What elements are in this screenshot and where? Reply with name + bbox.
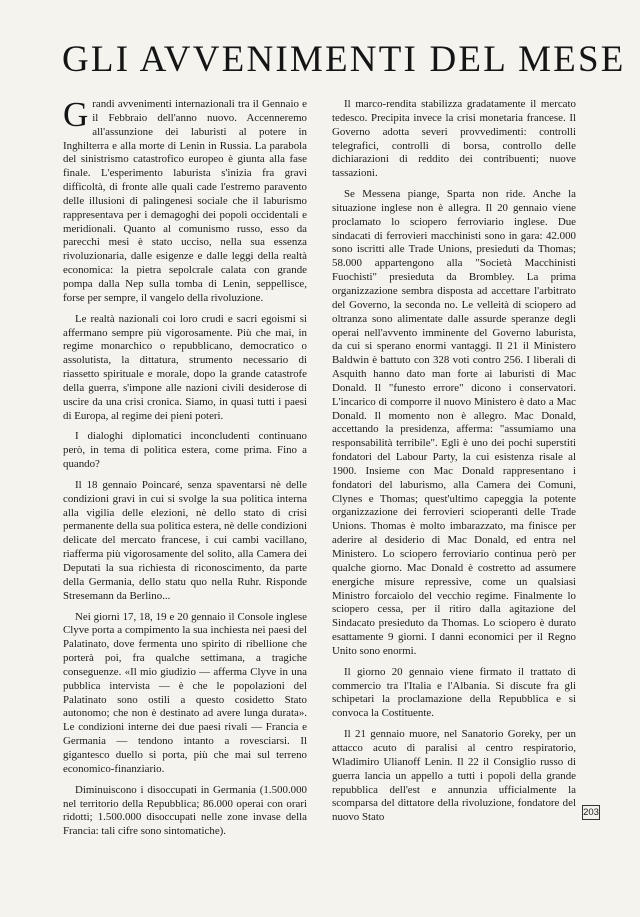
page-number: 203 (583, 807, 599, 818)
paragraph: Nei giorni 17, 18, 19 e 20 gennaio il Console inglese Clyve porta a compimento la sua inchiesta nei paesi del Palatinato, dove fermenta uno spirito di ribellione che porterà poi, fra qualche settimana, a tragiche conseguenze. «Il mio giudizio — afferma Clyve in una pubblica intervista — è che le popolazioni del Palatinato sono ostili a questo cosidetto Stato autonomo; che non è destinato ad avere lunga durata». Le condizioni interne dei due paesi rivali — Francia e Germania — tendono intanto a rovesciarsi. Il gigantesco duello si porta, più che mai sul terreno economico-finanziario. (63, 610, 307, 775)
paragraph: Le realtà nazionali coi loro crudi e sacri egoismi si affermano sempre più vigorosamente. Più che mai, in regime monarchico o repubblicano, democratico o assolutista, la dittatura, strumento necessario di riassetto spirituale e morale, dopo la grande catastrofe della guerra, s'impone alle nazioni civili desiderose di uscire da una crisi cronica. Siamo, in quasi tutti i paesi di Europa, al regime dei pieni poteri. (63, 312, 307, 422)
paragraph: Il 21 gennaio muore, nel Sanatorio Goreky, per un attacco acuto di paralisi al centro respiratorio, Wladimiro Ulianoff Lenin. Il 22 il Consiglio russo di guerra lancia un appello a tutti i popoli della grande repubblica dell'est e annunzia ufficialmente la scomparsa del dittatore della rivoluzione, fondatore del nuovo Stato (332, 728, 576, 824)
paragraph-text: randi avvenimenti internazionali tra il Gennaio e il Febbraio dell'anno nuovo. Accenneremo all'assunzione dei laburisti al potere in Inghilterra e alla morte di Lenin in Russia. La parabola del sinistrismo catastrofico europeo è giunta alla fase finale. L'esperimento laburista s'inizia fra gravi difficoltà, di fronte alle quali cade l'estremo paravento delle illusioni di palingenesi sociale che il laburismo rappresentava per i demagoghi dei popoli occidentali e meridionali. Quanto al comunismo russo, esso da parecchi mesi è stato ucciso, nella sua essenza rivoluzionaria, dalle esigenze e dalle leggi della realtà economica: la pietra sepolcrale calata con grande pompa dalla Nep sulla tomba di Lenin, seppellisce, forse per sempre, il vangelo della rivoluzione. (63, 98, 307, 304)
paragraph (63, 95, 307, 306)
paragraph: Il marco-rendita stabilizza gradatamente il mercato tedesco. Precipita invece la crisi monetaria francese. Il Governo adotta severi provvedimenti: controlli telegrafici, controlli di borsa, controllo delle dichiarazioni di reddito dei contribuenti; nuove tassazioni. (332, 98, 576, 180)
left-column (63, 95, 307, 846)
paragraph: Il 18 gennaio Poincaré, senza spaventarsi nè delle condizioni gravi in cui si svolge la sua politica interna alla vigilia delle elezioni, nè dello stato di crisi permanente della sua politica estera, nè delle condizioni delicate del mercato francese, i cui cambi vacillano, riafferma più vigorosamente del solito, alla Camera dei Deputati la sua richiesta di riconoscimento, da parte della Germania, dello statu quo nella Ruhr. Risponde Stresemann da Berlino... (63, 478, 307, 602)
paragraph: Se Messena piange, Sparta non ride. Anche la situazione inglese non è allegra. Il 20 gennaio viene proclamato lo sciopero ferroviario inglese. Due sindacati di ferrovieri macchinisti sono in gara: 42.000 sono iscritti alle Trade Unions, presieduti da Thomas; 58.000 appartengono alla "Società Macchinisti Fuochisti" presieduta da Brombley. La prima organizzazione sembra disposta ad accettare l'arbitrato del Governo, la seconda no. Le velleità di sciopero ad oltranza sono alimentate dalle assurde speranze degli operai nell'avvento imminente del Governo laburista, da cui si sperano enormi vantaggi. Il 21 il Ministero Baldwin è battuto con 328 voti contro 256. I liberali di Asquith hanno dato man forte ai laburisti di Mac Donald. Il "funesto errore" dicono i conservatori. L'incarico di comporre il nuovo Ministero è dato a Mac Donald. Il momento non è allegro. Mac Donald, accettando la presidenza, afferma: "assumiamo una responsabilità terribile". Egli è uno dei pochi superstiti fondatori del Labour Party, la cui esistenza risale al 1900. Insieme con Mac Donald rappresentano i fondatori del laburismo, alla Camera dei Comuni, Clynes e Thomas; quest'ultimo capeggia la potente organizzazione dei ferrovieri scioperanti delle Trade Unions. Thomas è molto imbarazzato, ma finisce per aderire al desiderio di Mac Donald, ed entra nel Ministero. Lo sciopero ferroviario continua però per qualche giorno. Mac Donald è costretto ad assumere energiche misure repressive, come un qualsiasi Ministro forcaiolo del vecchio regime. Finalmente lo sciopero cessa, per il ritiro dalla agitazione del Sindacato presieduto da Thomas. Lo sciopero è durato esattamente 9 giorni. I danni economici per il Regno Unito sono enormi. (332, 188, 576, 657)
drop-cap: G (63, 95, 89, 134)
paragraph: Diminuiscono i disoccupati in Germania (1.500.000 nel territorio della Repubblica; 86.000 operai con orari ridotti; 1.500.000 disoccupati nelle zone invase della Francia: tali cifre sono sintomatiche). (63, 783, 307, 838)
right-column (332, 98, 576, 832)
article-title: GLI AVVENIMENTI DEL MESE (62, 39, 626, 80)
paragraph: I dialoghi diplomatici inconcludenti continuano però, in tema di politica estera, come prima. Fino a quando? (63, 430, 307, 471)
paragraph: Il giorno 20 gennaio viene firmato il trattato di commercio tra l'Italia e l'Albania. Si discute fra gli schipetari la proclamazione della Repubblica e si convoca la Costituente. (332, 665, 576, 720)
